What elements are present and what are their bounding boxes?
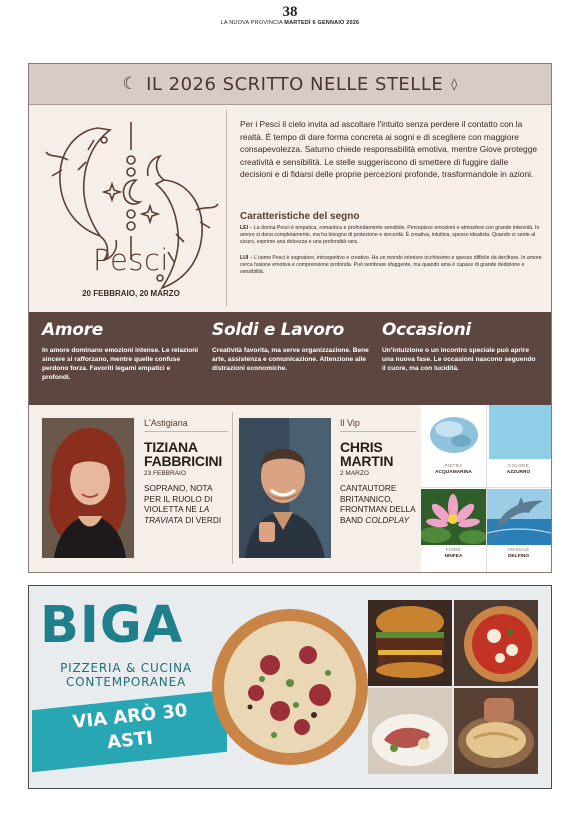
astigiana-name [144, 440, 222, 468]
page-number: 38 [282, 4, 298, 20]
fiore-cell [421, 487, 487, 572]
astigiana-desc-end: DI VERDI [182, 514, 222, 525]
astigiana-last-name: FABBRICINI [144, 453, 223, 469]
astigiana-desc-italic: LA TRAVIATA [144, 504, 210, 525]
gemstone-icon [427, 409, 481, 459]
animale-value: DELFINO [507, 554, 530, 559]
dateline [0, 20, 580, 26]
astigiana-desc-text: SOPRANO, NOTA PER IL RUOLO DI VIOLETTA NE [144, 483, 213, 514]
pizza-image [210, 595, 370, 775]
astigiana-date: 23 FEBBRAIO [144, 470, 186, 477]
lui-label: LUI [240, 255, 249, 261]
animale-cell [486, 487, 551, 572]
occasioni-title: Occasioni [382, 320, 471, 340]
diamond-icon: ◊ [451, 77, 458, 91]
lui-text: – L'uomo Pesci è sognatore, introspettivo e creativo. Ha un mondo interiore ricchissimo e spesso difficile da decifrare. In amore cerca fusione emotiva e comprensione profonda. Può sembrare sfuggente, ma quando ama è capace di grande dedizione e sensibilità. [240, 255, 542, 275]
vip-description [340, 483, 418, 525]
plated-dish-image [368, 688, 452, 774]
vip-date: 2 MARZO [340, 470, 369, 477]
soldi-title: Soldi e Lavoro [212, 320, 345, 340]
moon-icon: ☾ [122, 74, 139, 94]
amore-title: Amore [42, 320, 103, 340]
lei-text: – La donna Pesci è empatica, romantica e profondamente sensibile. Percepisce emozioni e atmosfere con grande intensità. In amore si dona completamente, ma ha bisogno di protezione e sincerità. È creativa, intuitiva, spesso idealista. Quando si sente al sicuro, esprime una dolcezza e una profondità rara. [240, 225, 540, 245]
color-swatch [489, 405, 551, 459]
issue-date: MARTEDÌ 6 GENNAIO 2026 [284, 20, 360, 26]
astigiana-rule [144, 431, 228, 432]
colore-value: AZZURRO [506, 470, 531, 475]
characteristics-title: Caratteristiche del segno [240, 211, 360, 222]
biga-logo: BIGA [40, 596, 184, 655]
dolphin-icon [487, 489, 551, 545]
pisces-fish-icon [38, 110, 224, 310]
pietra-value: ACQUAMARINA [435, 470, 472, 475]
profile-divider [232, 412, 233, 564]
vertical-divider [226, 110, 227, 306]
biga-tagline-1: PIZZERIA & CUCINA [60, 661, 192, 675]
sign-name: Pesci [93, 243, 169, 277]
characteristics-lei [240, 225, 545, 246]
amore-column [42, 320, 200, 382]
characteristics-lui [240, 255, 545, 276]
intro-text: Per i Pesci il cielo invita ad ascoltare l'intuito senza perdere il contatto con la realtà. È tempo di dare forma concreta ai sogni e di scegliere con maggiore consapevolezza. Saturno chiede responsabilità emotiva, mentre Giove protegge creatività e sensibilità. Le stelle suggeriscono di smettere di fuggire dalle decisioni e di fidarsi delle proprie percezioni profonde, trasformandole in azioni. [240, 119, 538, 179]
astigiana-description [144, 483, 226, 525]
astigiana-first-name: TIZIANA [144, 439, 198, 455]
vip-name [340, 440, 393, 468]
vip-heading: Il Vip [340, 418, 360, 428]
vip-last-name: MARTIN [340, 453, 394, 469]
burger-image [368, 600, 452, 686]
vip-first-name: CHRIS [340, 439, 383, 455]
pietra-label: PIETRA [444, 463, 463, 468]
astigiana-heading: L'Astigiana [144, 418, 188, 428]
colore-cell [486, 405, 551, 488]
soldi-text: Creatività favorita, ma serve organizzazione. Bene arte, assistenza e comunicazione. Attenzione alle distrazioni economiche. [212, 347, 369, 372]
vip-rule [340, 431, 416, 432]
amore-text: In amore dominano emozioni intense. Le relazioni sincere si rafforzano, mentre quelle confuse perdono forza. Favoriti legami empatici e profondi. [42, 347, 199, 381]
banner-title [29, 64, 551, 104]
occasioni-column [382, 320, 540, 373]
lei-label: LEI [240, 225, 249, 231]
pasta-dish-image [454, 688, 538, 774]
vip-desc-text: CANTAUTORE BRITANNICO, FRONTMAN DELLA BAND [340, 483, 416, 525]
symbols-grid [421, 405, 551, 572]
publication-name: LA NUOVA PROVINCIA [220, 20, 283, 26]
vip-photo [239, 418, 331, 558]
soldi-column [212, 320, 370, 373]
banner-title-text: IL 2026 SCRITTO NELLE STELLE [146, 73, 444, 95]
ad-address-street: VIA ARÒ 30 [71, 700, 189, 733]
sign-dates: 20 FEBBRAIO, 20 MARZO [82, 289, 180, 298]
vip-desc-italic: COLDPLAY [365, 514, 410, 525]
colore-label: COLORE [508, 463, 529, 468]
margherita-image [454, 600, 538, 686]
biga-tagline-2: CONTEMPORANEA [66, 675, 186, 689]
pietra-cell [421, 405, 487, 488]
water-lily-icon [421, 489, 486, 545]
astigiana-photo [42, 418, 134, 558]
animale-label: ANIMALE [507, 547, 530, 552]
fiore-value: NINFEA [444, 554, 463, 559]
ad-address-city: ASTI [106, 727, 154, 754]
fiore-label: FIORE [445, 547, 462, 552]
occasioni-text: Un'intuizione o un incontro speciale può aprire una nuova fase. Le occasioni nascono seguendo il cuore, ma con lucidità. [382, 347, 536, 372]
